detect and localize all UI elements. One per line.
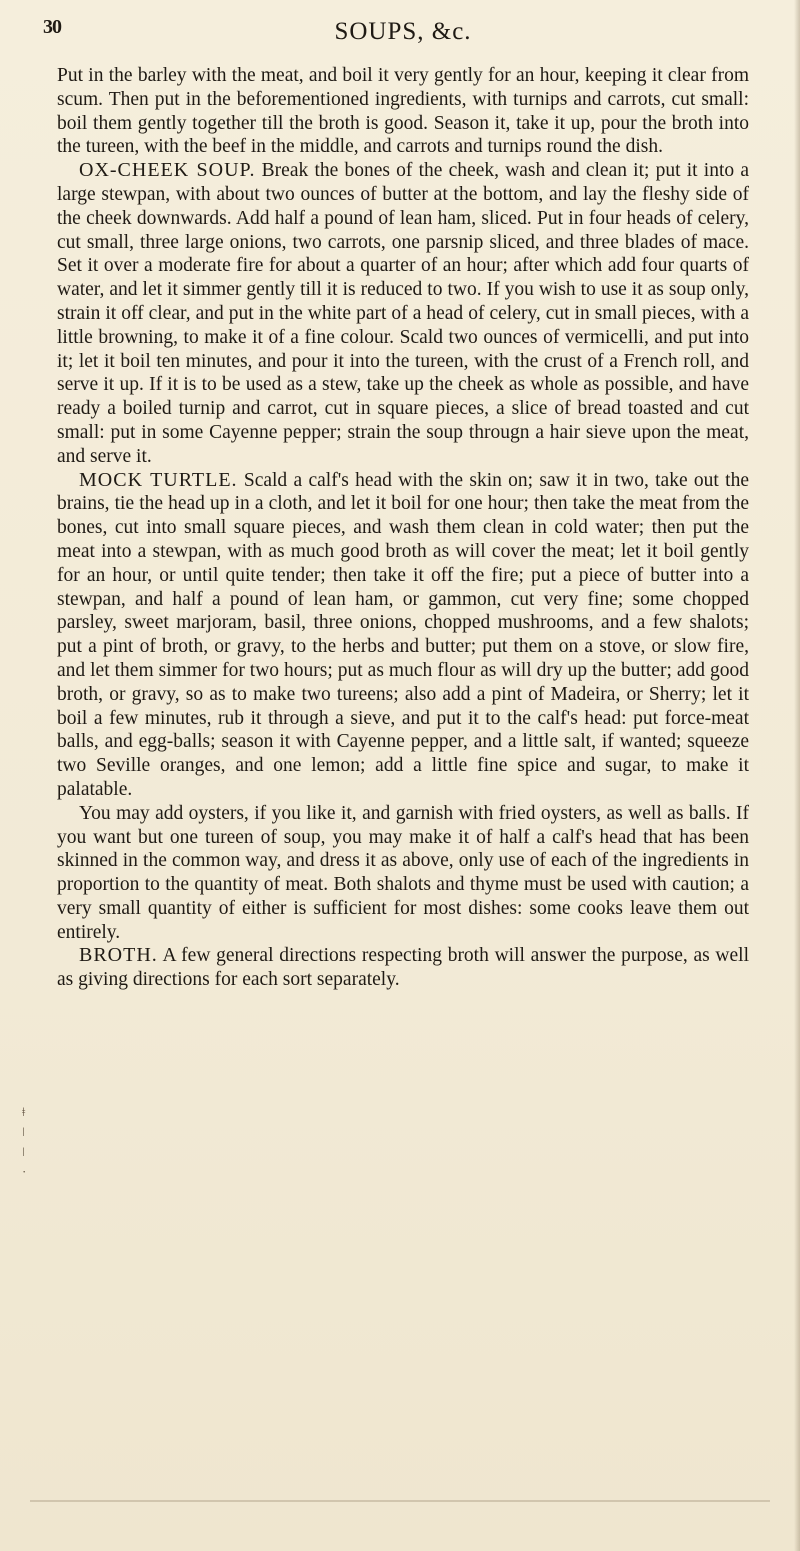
page-bottom-rule [30,1500,770,1502]
paragraph-intro [57,64,749,159]
recipe-title-broth: BROTH. [79,944,158,967]
recipe-text-oysters: You may add oysters, if you like it, and garnish with fried oysters, as well as balls. If you want but one tureen of soup, you may make it of half a calf's head that has been skinned in the common way, and dress it as above, only use of each of the ingredients in proportion to the quantity of meat. Both shalots and thyme must be used with caution; a very small quantity of either is sufficient for most dishes: some cooks leave them out entirely. [57,802,749,943]
margin-mark: ǂ ǀ ǀ · [22,1104,27,1179]
recipe-text-ox-cheek: Break the bones of the cheek, wash and clean it; put it into a large stewpan, with about two ounces of butter at the bottom, and lay the fleshy side of the cheek downwards. Add half a pound of lean ham, sliced. Put in four heads of celery, cut small, three large onions, two carrots, one parsnip sliced, and three blades of mace. Set it over a moderate fire for about a quarter of an hour; after which add four quarts of water, and let it simmer gently till it is reduced to two. If you wish to use it as soup only, strain it off clear, and put in the white part of a head of celery, cut in small pieces, with a little browning, to make it of a fine colour. Scald two ounces of vermicelli, and put into it; let it boil ten minutes, and pour it into the tureen, with the crust of a French roll, and serve it up. If it is to be used as a stew, take up the cheek as whole as possible, and have ready a boiled turnip and carrot, cut in square pieces, a slice of bread toasted and cut small: put in some Cayenne pepper; strain the soup througn a hair sieve upon the meat, and serve it. [57,160,749,467]
margin-marks [22,1102,26,1182]
recipe-title-ox-cheek: OX-CHEEK SOUP. [79,159,256,182]
page-header [43,10,763,50]
recipe-title-mock-turtle: MOCK TURTLE. [79,468,238,491]
page-edge-shadow [794,0,800,1551]
page-number: 30 [43,16,61,38]
paragraph-broth [57,944,749,992]
recipe-text-mock-turtle: Scald a calf's head with the skin on; saw it in two, take out the brains, tie the head up in a cloth, and let it boil for one hour; then take the meat from the bones, cut into small square pieces, and wash them clean in cold water; then put the meat into a stewpan, with as much good broth as will cover the meat; let it boil gently for an hour, or until quite tender; then take it off the fire; put a piece of butter into a stewpan, and half a pound of lean ham, or gammon, cut very fine; some chopped parsley, sweet marjoram, basil, three onions, chopped mushrooms, and a few shalots; put a pint of broth, or gravy, to the herbs and butter; put them on a stove, or slow fire, and let them simmer for two hours; put as much flour as will dry up the butter; add good broth, or gravy, so as to make two tureens; also add a pint of Madeira, or Sherry; let it boil a few minutes, rub it through a sieve, and put it to the calf's head: put force-meat balls, and egg-balls; season it with Cayenne pepper, and a little salt, if wanted; squeeze two Seville oranges, and one lemon; add a little fine spice and sugar, to make it palatable. [57,469,749,800]
paragraph-oysters [57,802,749,945]
running-head: SOUPS, &c. [334,18,472,45]
intro-text: Put in the barley with the meat, and boil it very gently for an hour, keeping it clear from scum. Then put in the beforementioned ingredients, with turnips and carrots, cut small: boil them gently together till the broth is good. Season it, take it up, pour the broth into the tureen, with the beef in the middle, and carrots and turnips round the dish. [57,65,749,158]
body-text [57,64,749,992]
recipe-text-broth: A few general directions respecting broth will answer the purpose, as well as giving directions for each sort separately. [57,945,749,991]
paragraph-mock-turtle [57,469,749,802]
paragraph-ox-cheek [57,159,749,468]
